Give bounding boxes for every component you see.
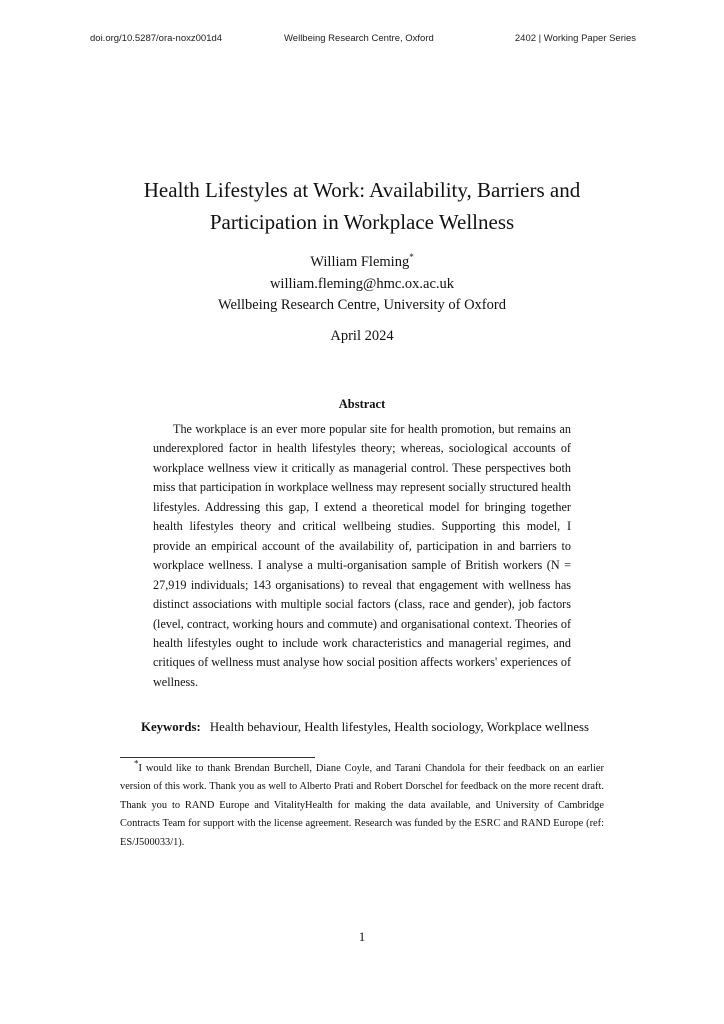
author-footnote-mark: * — [409, 252, 414, 263]
title-line-1: Health Lifestyles at Work: Availability, Barriers and — [143, 178, 581, 202]
author-affiliation: Wellbeing Research Centre, University of Oxford — [218, 297, 506, 313]
keywords-label: Keywords: — [141, 720, 201, 734]
abstract-text: The workplace is an ever more popular site for health promotion, but remains an underexplored factor in health lifestyles theory; whereas, sociological accounts of workplace wellness view it critically as managerial control. These perspectives both miss that participation in workplace wellness may represent socially structured health lifestyles. Addressing this gap, I extend a theoretical model for bringing together health lifestyles theory and critical wellbeing studies. Supporting this model, I provide an empirical account of the availability of, participation in and barriers to workplace wellness. I analyse a multi-organisation sample of British workers (N = 27,919 individuals; 143 organisations) to reveal that engagement with wellness has distinct associations with multiple social factors (class, race and gender), job factors (level, contract, working hours and commute) and organisational context. Theories of health lifestyles ought to include work characteristics and managerial regimes, and critiques of wellness must analyse how social position affects workers' experiences of wellness. — [153, 422, 571, 689]
keywords-list: Health behaviour, Health lifestyles, Health sociology, Workplace wellness — [209, 720, 589, 734]
header-doi: doi.org/10.5287/ora-noxz001d4 — [90, 33, 223, 44]
paper-date: April 2024 — [330, 328, 394, 344]
keywords — [141, 720, 611, 735]
footnote-mark: * — [134, 758, 139, 769]
title-line-2: Participation in Workplace Wellness — [209, 210, 515, 234]
page-number: 1 — [358, 929, 366, 944]
author-email: william.fleming@hmc.ox.ac.uk — [269, 276, 455, 292]
footnote — [120, 760, 604, 852]
author-name: William Fleming — [310, 254, 410, 270]
author-line — [0, 254, 724, 271]
abstract-heading: Abstract — [338, 397, 386, 411]
footnote-text: I would like to thank Brendan Burchell, Diane Coyle, and Tarani Chandola for their feedback on an earlier version of this work. Thank you as well to Alberto Prati and Robert Dorschel for feedback on the more recent draft. Thank you to RAND Europe and VitalityHealth for making the data available, and University of Cambridge Contracts Team for support with the license agreement. Research was funded by the ESRC and RAND Europe (ref: ES/J500033/1). — [120, 763, 604, 848]
header-centre: Wellbeing Research Centre, Oxford — [284, 33, 434, 44]
footnote-rule — [120, 757, 315, 758]
paper-title — [0, 174, 724, 238]
header-series: 2402 | Working Paper Series — [514, 33, 636, 44]
